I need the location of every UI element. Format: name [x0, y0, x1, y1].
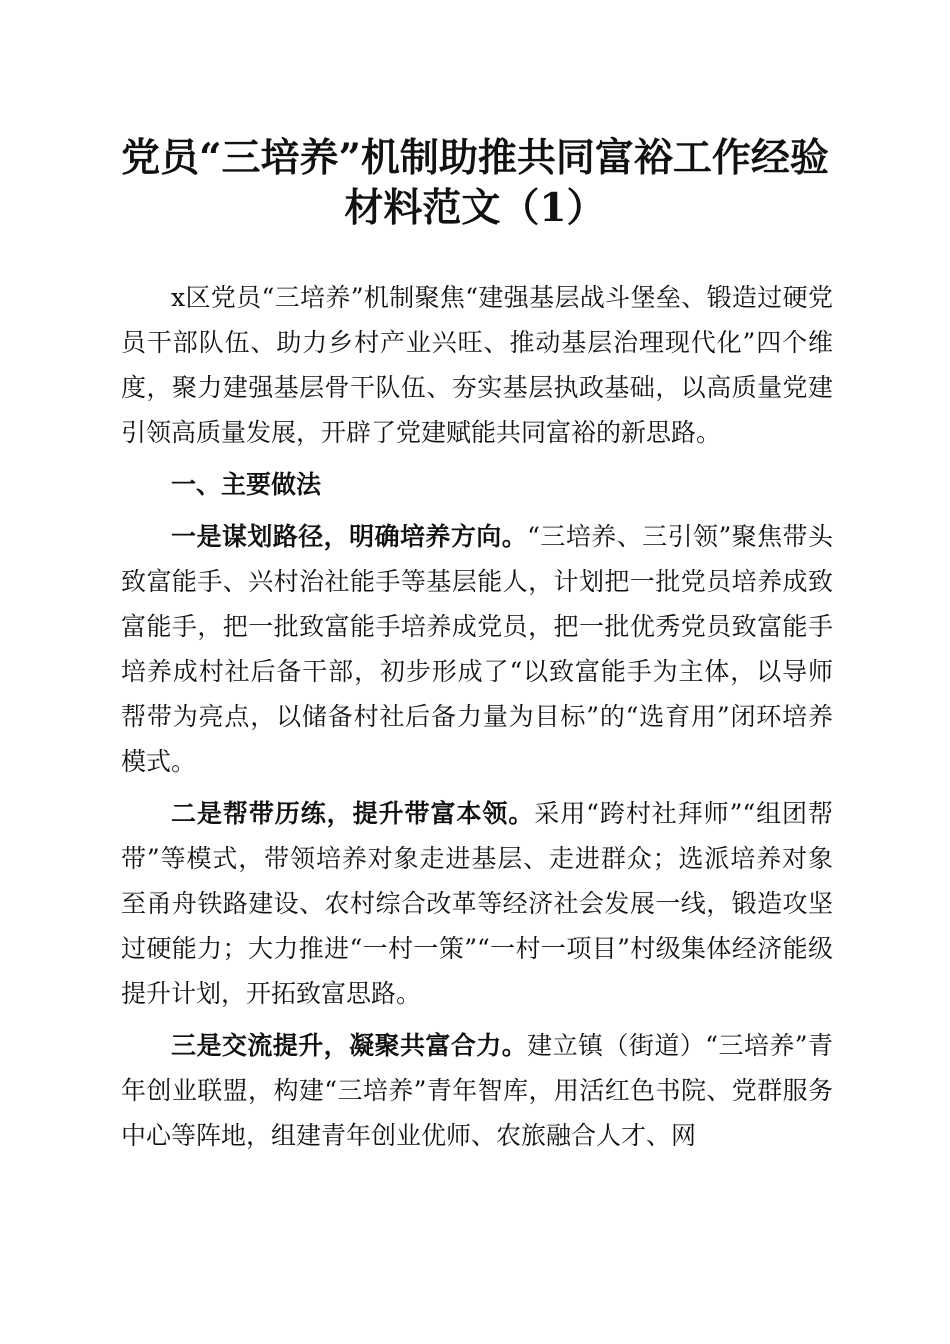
paragraph-lead: 三是交流提升，凝聚共富合力。	[171, 1031, 528, 1060]
section-heading: 一、主要做法	[171, 470, 322, 499]
intro-paragraph: x区党员“三培养”机制聚焦“建强基层战斗堡垒、锻造过硬党员干部队伍、助力乡村产业兴旺、推动基层治理现代化”四个维度，聚力建强基层骨干队伍、夯实基层执政基础，以高质量党建引领高质量发展，开辟了党建赋能共同富裕的新思路。	[121, 283, 833, 447]
body-paragraph	[121, 514, 833, 784]
body-paragraph	[121, 791, 833, 1016]
document-title: 党员“三培养”机制助推共同富裕工作经验材料范文（1）	[121, 135, 829, 231]
paragraph-lead: 二是帮带历练，提升带富本领。	[171, 799, 535, 828]
paragraph-lead: 一是谋划路径，明确培养方向。	[171, 522, 528, 551]
paragraph-text: “三培养、三引领”聚焦带头致富能手、兴村治社能手等基层能人，计划把一批党员培养成致富能手，把一批致富能手培养成党员，把一批优秀党员致富能手培养成村社后备干部，初步形成了“以致富能手为主体，以导师帮带为亮点，以储备村社后备力量为目标”的“选育用”闭环培养模式。	[121, 522, 833, 776]
paragraph-text: 建立镇（街道）“三培养”青年创业联盟，构建“三培养”青年智库，用活红色书院、党群服务中心等阵地，组建青年创业优师、农旅融合人才、网	[121, 1031, 833, 1150]
body-paragraph	[121, 1023, 833, 1158]
document-body	[121, 275, 833, 1158]
paragraph-text: 采用“跨村社拜师”“组团帮带”等模式，带领培养对象走进基层、走进群众；选派培养对象至甬舟铁路建设、农村综合改革等经济社会发展一线，锻造攻坚过硬能力；大力推进“一村一策”“一村一项目”村级集体经济能级提升计划，开拓致富思路。	[121, 799, 833, 1008]
